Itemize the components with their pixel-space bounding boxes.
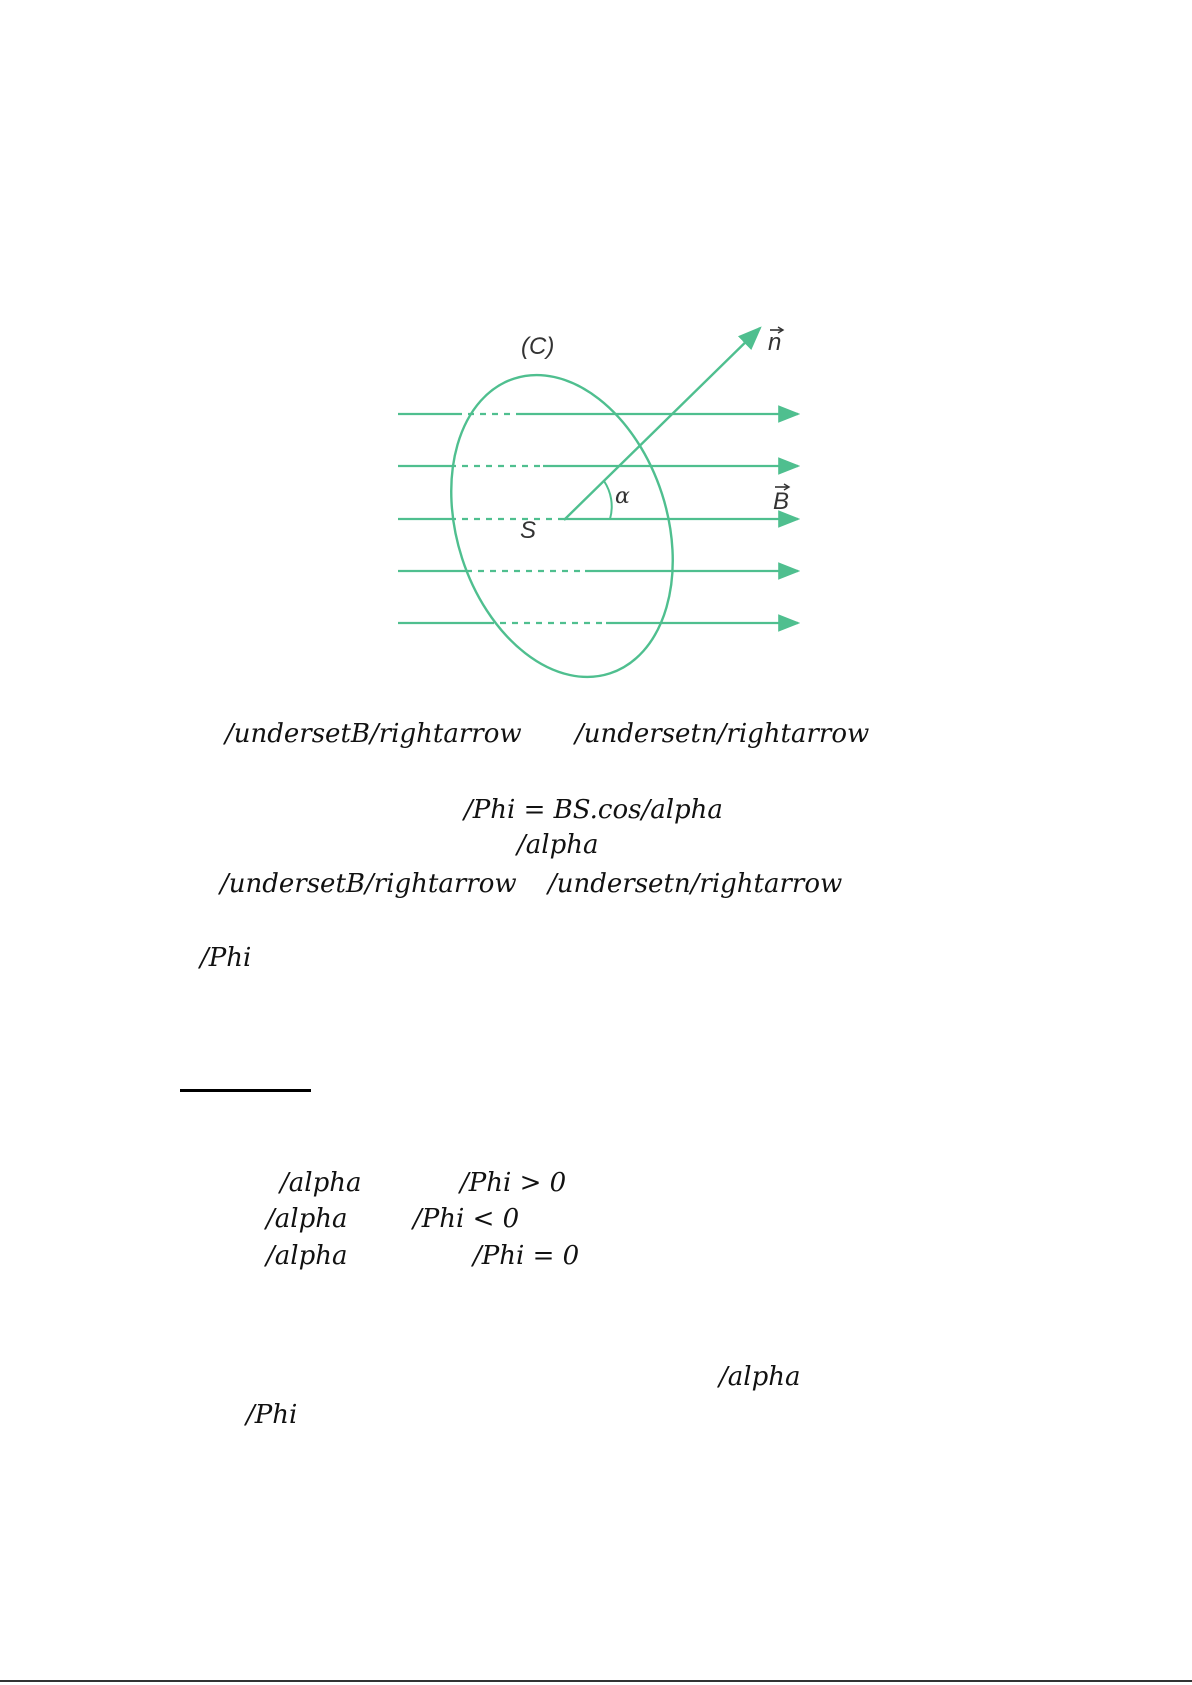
- page-bottom-rule: [0, 1680, 1192, 1682]
- surface-label: S: [520, 517, 537, 544]
- formula-case2-alpha: /alpha: [266, 1204, 348, 1234]
- normal-label: n: [768, 329, 782, 356]
- formula-phi-1: /Phi: [200, 943, 252, 973]
- formula-phi-final: /Phi: [246, 1400, 298, 1430]
- formula-line2-b: /undersetB/rightarrow: [220, 869, 517, 899]
- formula-case1-phi: /Phi > 0: [460, 1168, 567, 1198]
- formula-line2-n: /undersetn/rightarrow: [548, 869, 843, 899]
- formula-line1-b: /undersetB/rightarrow: [225, 719, 522, 749]
- formula-case3-alpha: /alpha: [266, 1241, 348, 1271]
- formula-case3-phi: /Phi = 0: [473, 1241, 580, 1271]
- formula-alpha-final: /alpha: [719, 1362, 801, 1392]
- formula-alpha-1: /alpha: [517, 830, 599, 860]
- loop-label: (C): [521, 333, 555, 360]
- formula-case2-phi: /Phi < 0: [413, 1204, 520, 1234]
- magnetic-flux-figure: [380, 300, 840, 690]
- formula-flux-definition: /Phi = BS.cos/alpha: [464, 795, 723, 825]
- field-label: B: [773, 488, 790, 515]
- formula-case1-alpha: /alpha: [280, 1168, 362, 1198]
- angle-arc: [604, 481, 612, 519]
- section-underline: [180, 1089, 311, 1092]
- angle-label: α: [615, 484, 630, 509]
- formula-line1-n: /undersetn/rightarrow: [575, 719, 870, 749]
